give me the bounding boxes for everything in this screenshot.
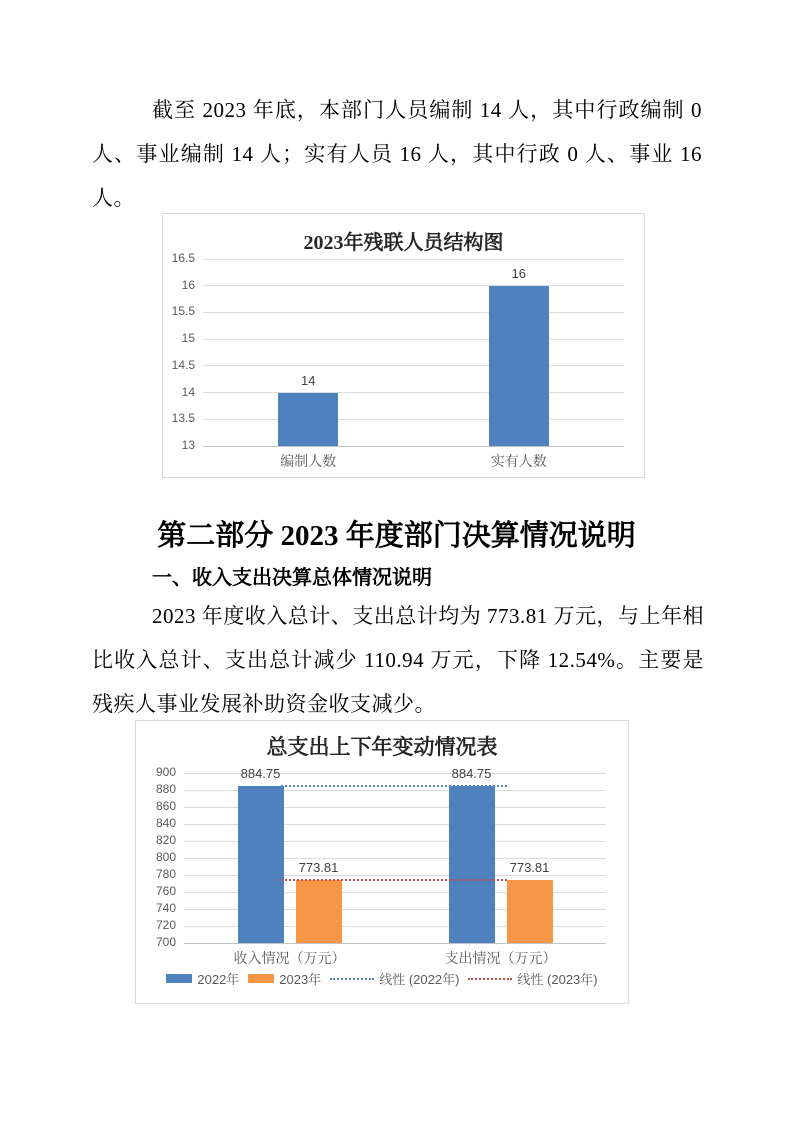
y-axis-tick-label: 15.5: [171, 304, 195, 319]
y-axis-tick-label: 15: [181, 331, 195, 346]
legend-label: 2023年: [279, 972, 322, 987]
gridline: [203, 259, 624, 260]
bar-value-label: 14: [301, 372, 316, 388]
y-axis-tick-label: 13.5: [171, 411, 195, 426]
gridline: [203, 285, 624, 286]
chart-title: 总支出上下年变动情况表: [266, 735, 498, 759]
paragraph-personnel: 截至 2023 年底，本部门人员编制 14 人，其中行政编制 0 人、事业编制 14 人；实有人员 16 人，其中行政 0 人、事业 16 人。: [92, 98, 702, 210]
paragraph-budget-summary: 2023 年度收入总计、支出总计均为 773.81 万元，与上年相比收入总计、支出总计减少 110.94 万元，下降 12.54%。主要是残疾人事业发展补助资金收支减少。: [92, 604, 704, 716]
y-axis-tick-label: 860: [155, 799, 176, 813]
y-axis-tick-label: 900: [155, 765, 176, 779]
legend-swatch-bar: [166, 974, 192, 983]
chart-expenditure-change: [135, 720, 629, 1004]
y-axis-tick-label: 14: [181, 384, 195, 399]
legend-swatch-dotted-line: [330, 978, 374, 980]
gridline: [203, 419, 624, 420]
y-axis-tick-label: 14.5: [171, 357, 195, 372]
chart-bar: [507, 880, 553, 943]
chart-legend: [136, 969, 628, 988]
chart-bar: [489, 286, 549, 446]
legend-swatch-bar: [248, 974, 274, 983]
gridline: [203, 365, 624, 366]
bar-value-label: 16: [511, 265, 526, 281]
y-axis-tick-label: 760: [155, 884, 176, 898]
y-axis-tick-label: 720: [155, 918, 176, 932]
chart-bar: [296, 880, 342, 943]
y-axis-tick-label: 780: [155, 867, 176, 881]
chart-bar: [278, 393, 338, 446]
y-axis-tick-label: 700: [155, 935, 176, 949]
x-category-label: 收入情况（万元）: [233, 950, 346, 966]
y-axis-tick-label: 13: [181, 438, 195, 452]
bar-value-label: 884.75: [240, 765, 281, 781]
y-axis-tick-label: 820: [155, 833, 176, 847]
legend-item: [166, 969, 239, 988]
legend-swatch-dotted-line: [468, 978, 512, 980]
section-heading: 第二部分 2023 年度部门决算情况说明: [157, 520, 636, 552]
gridline: [203, 392, 624, 393]
legend-item: [330, 969, 459, 988]
sub-heading: 一、收入支出决算总体情况说明: [152, 567, 432, 589]
bar-value-label: 884.75: [451, 765, 492, 781]
trend-line: [281, 785, 507, 787]
legend-label: 线性 (2022年): [379, 972, 460, 987]
x-category-label: 实有人数: [490, 453, 547, 469]
bar-value-label: 773.81: [298, 860, 339, 876]
chart-title: 2023年残联人员结构图: [303, 232, 504, 254]
bar-value-label: 773.81: [509, 860, 550, 876]
gridline: [203, 446, 624, 447]
chart-personnel-structure: [162, 213, 645, 478]
gridline: [203, 339, 624, 340]
y-axis-tick-label: 880: [155, 782, 176, 796]
trend-line: [281, 879, 507, 881]
x-category-label: 编制人数: [280, 453, 337, 469]
legend-label: 2022年: [197, 972, 240, 987]
legend-item: [248, 969, 321, 988]
y-axis-tick-label: 840: [155, 816, 176, 830]
y-axis-tick-label: 16: [181, 277, 195, 292]
legend-item: [468, 969, 597, 988]
y-axis-tick-label: 740: [155, 901, 176, 915]
legend-label: 线性 (2023年): [517, 972, 598, 987]
y-axis-tick-label: 800: [155, 850, 176, 864]
gridline: [203, 312, 624, 313]
y-axis-tick-label: 16.5: [171, 251, 195, 265]
x-category-label: 支出情况（万元）: [444, 950, 557, 966]
